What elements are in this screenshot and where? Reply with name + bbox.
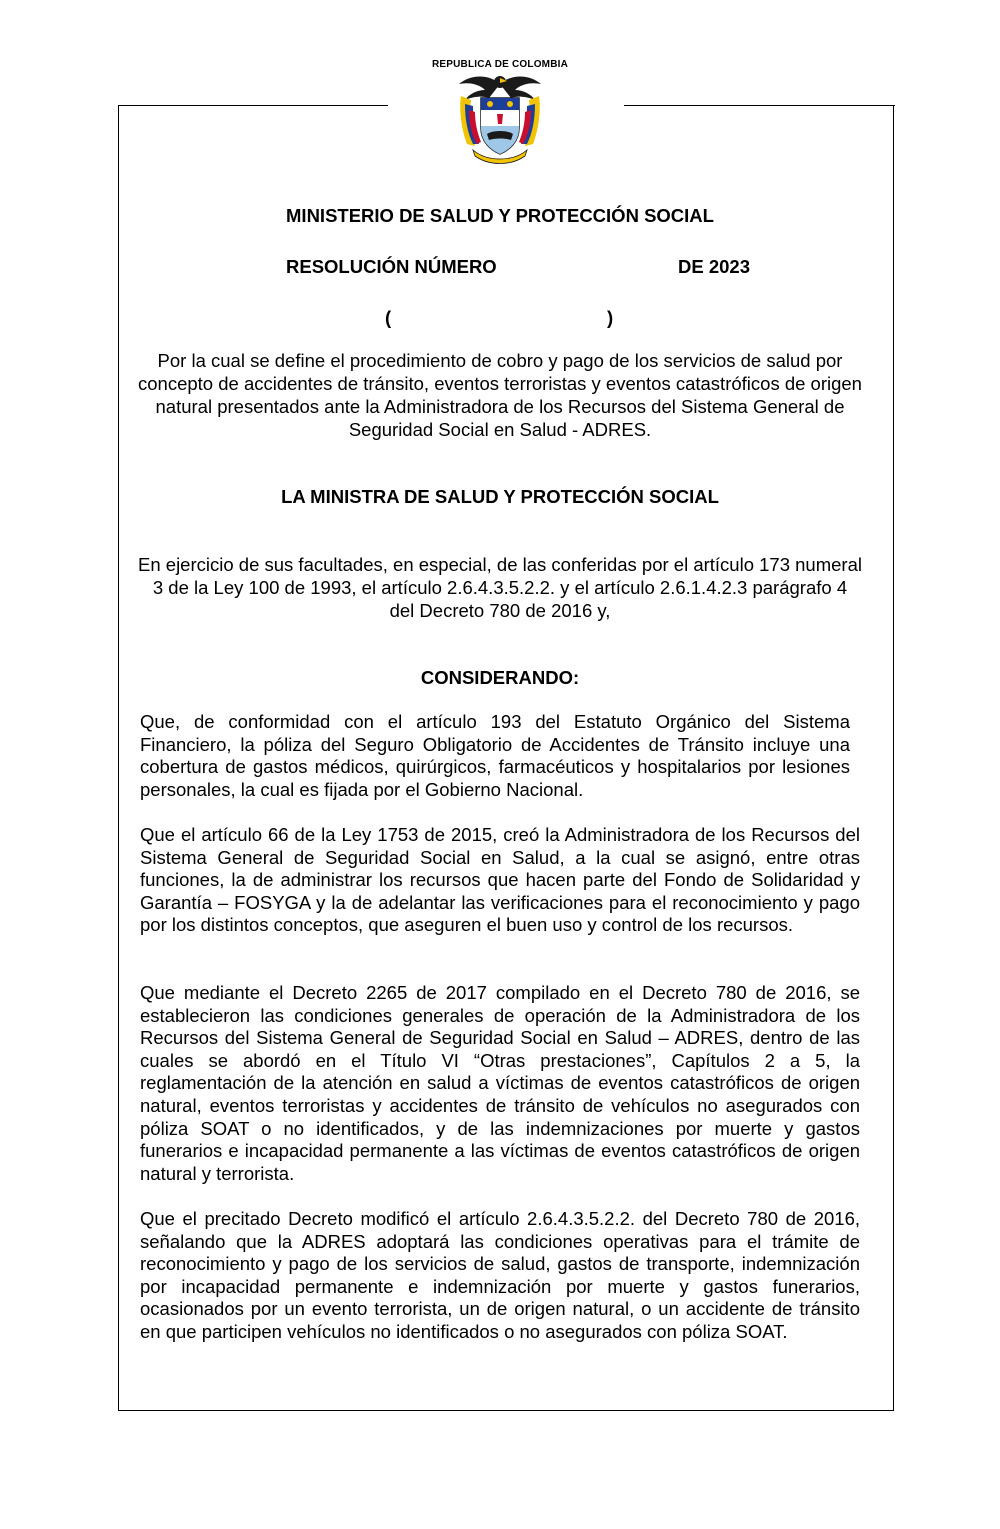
faculties-text: En ejercicio de sus facultades, en especial, de las conferidas por el artículo 173 numeral 3 de la Ley 100 de 1993, el artículo 2.6.4.3.5.2.2. y el artículo 2.6.1.4.2.3 parágrafo 4 del Decreto 780 de 2016 y, [138,554,862,621]
resolution-label: RESOLUCIÓN NÚMERO [286,256,497,277]
considering-paragraph: Que el precitado Decreto modificó el artículo 2.6.4.3.5.2.2. del Decreto 780 de 2016, señalando que la ADRES adoptará las condiciones operativas para el trámite de reconocimiento y pago de los servicios de salud, gastos de transporte, indemnización por incapacidad permanente e indemnización por muerte y gastos funerarios, ocasionados por un evento terrorista, un de origen natural, o un accidente de tránsito en que participen vehículos no identificados o no asegurados con póliza SOAT. [140,1208,860,1342]
coat-of-arms-icon [453,70,547,168]
minister-heading: LA MINISTRA DE SALUD Y PROTECCIÓN SOCIAL [281,486,719,507]
resolution-year: DE 2023 [678,256,750,277]
considering-paragraph: Que mediante el Decreto 2265 de 2017 compilado en el Decreto 780 de 2016, se establecieron las condiciones generales de operación de la Administradora de los Recursos del Sistema General de Seguridad Social en Salud – ADRES, dentro de las cuales se abordó en el Título VI “Otras prestaciones”, Capítulos 2 a 5, la reglamentación de la atención en salud a víctimas de eventos catastróficos de origen natural, eventos terroristas y accidentes de tránsito de vehículos no asegurados con póliza SOAT o no identificados, y de las indemnizaciones por muerte y gastos funerarios e incapacidad permanente a las víctimas de eventos catastróficos de origen natural y terrorista. [140,982,860,1184]
resolution-summary: Por la cual se define el procedimiento de cobro y pago de los servicios de salud por concepto de accidentes de tránsito, eventos terroristas y eventos catastróficos de origen natural presentados ante la Administradora de los Recursos del Sistema General de Seguridad Social en Salud - ADRES. [138,350,862,440]
considering-paragraph: Que, de conformidad con el artículo 193 del Estatuto Orgánico del Sistema Financiero, la póliza del Seguro Obligatorio de Accidentes de Tránsito incluye una cobertura de gastos médicos, quirúrgicos, farmacéuticos y hospitalarios por lesiones personales, la cual es fijada por el Gobierno Nacional. [140,711,850,800]
considering-heading: CONSIDERANDO: [420,667,580,688]
resolution-paren-open: ( [385,307,392,328]
ministry-heading: MINISTERIO DE SALUD Y PROTECCIÓN SOCIAL [286,205,714,226]
republic-label: REPUBLICA DE COLOMBIA [431,59,569,70]
resolution-paren-close: ) [607,307,614,328]
considering-paragraph: Que el artículo 66 de la Ley 1753 de 2015, creó la Administradora de los Recursos del Sistema General de Seguridad Social en Salud, a la cual se asignó, entre otras funciones, la de administrar los recursos que hacen parte del Fondo de Solidaridad y Garantía – FOSYGA y la de adelantar las verificaciones para el reconocimiento y pago por los distintos conceptos, que aseguren el buen uso y control de los recursos. [140,824,860,936]
